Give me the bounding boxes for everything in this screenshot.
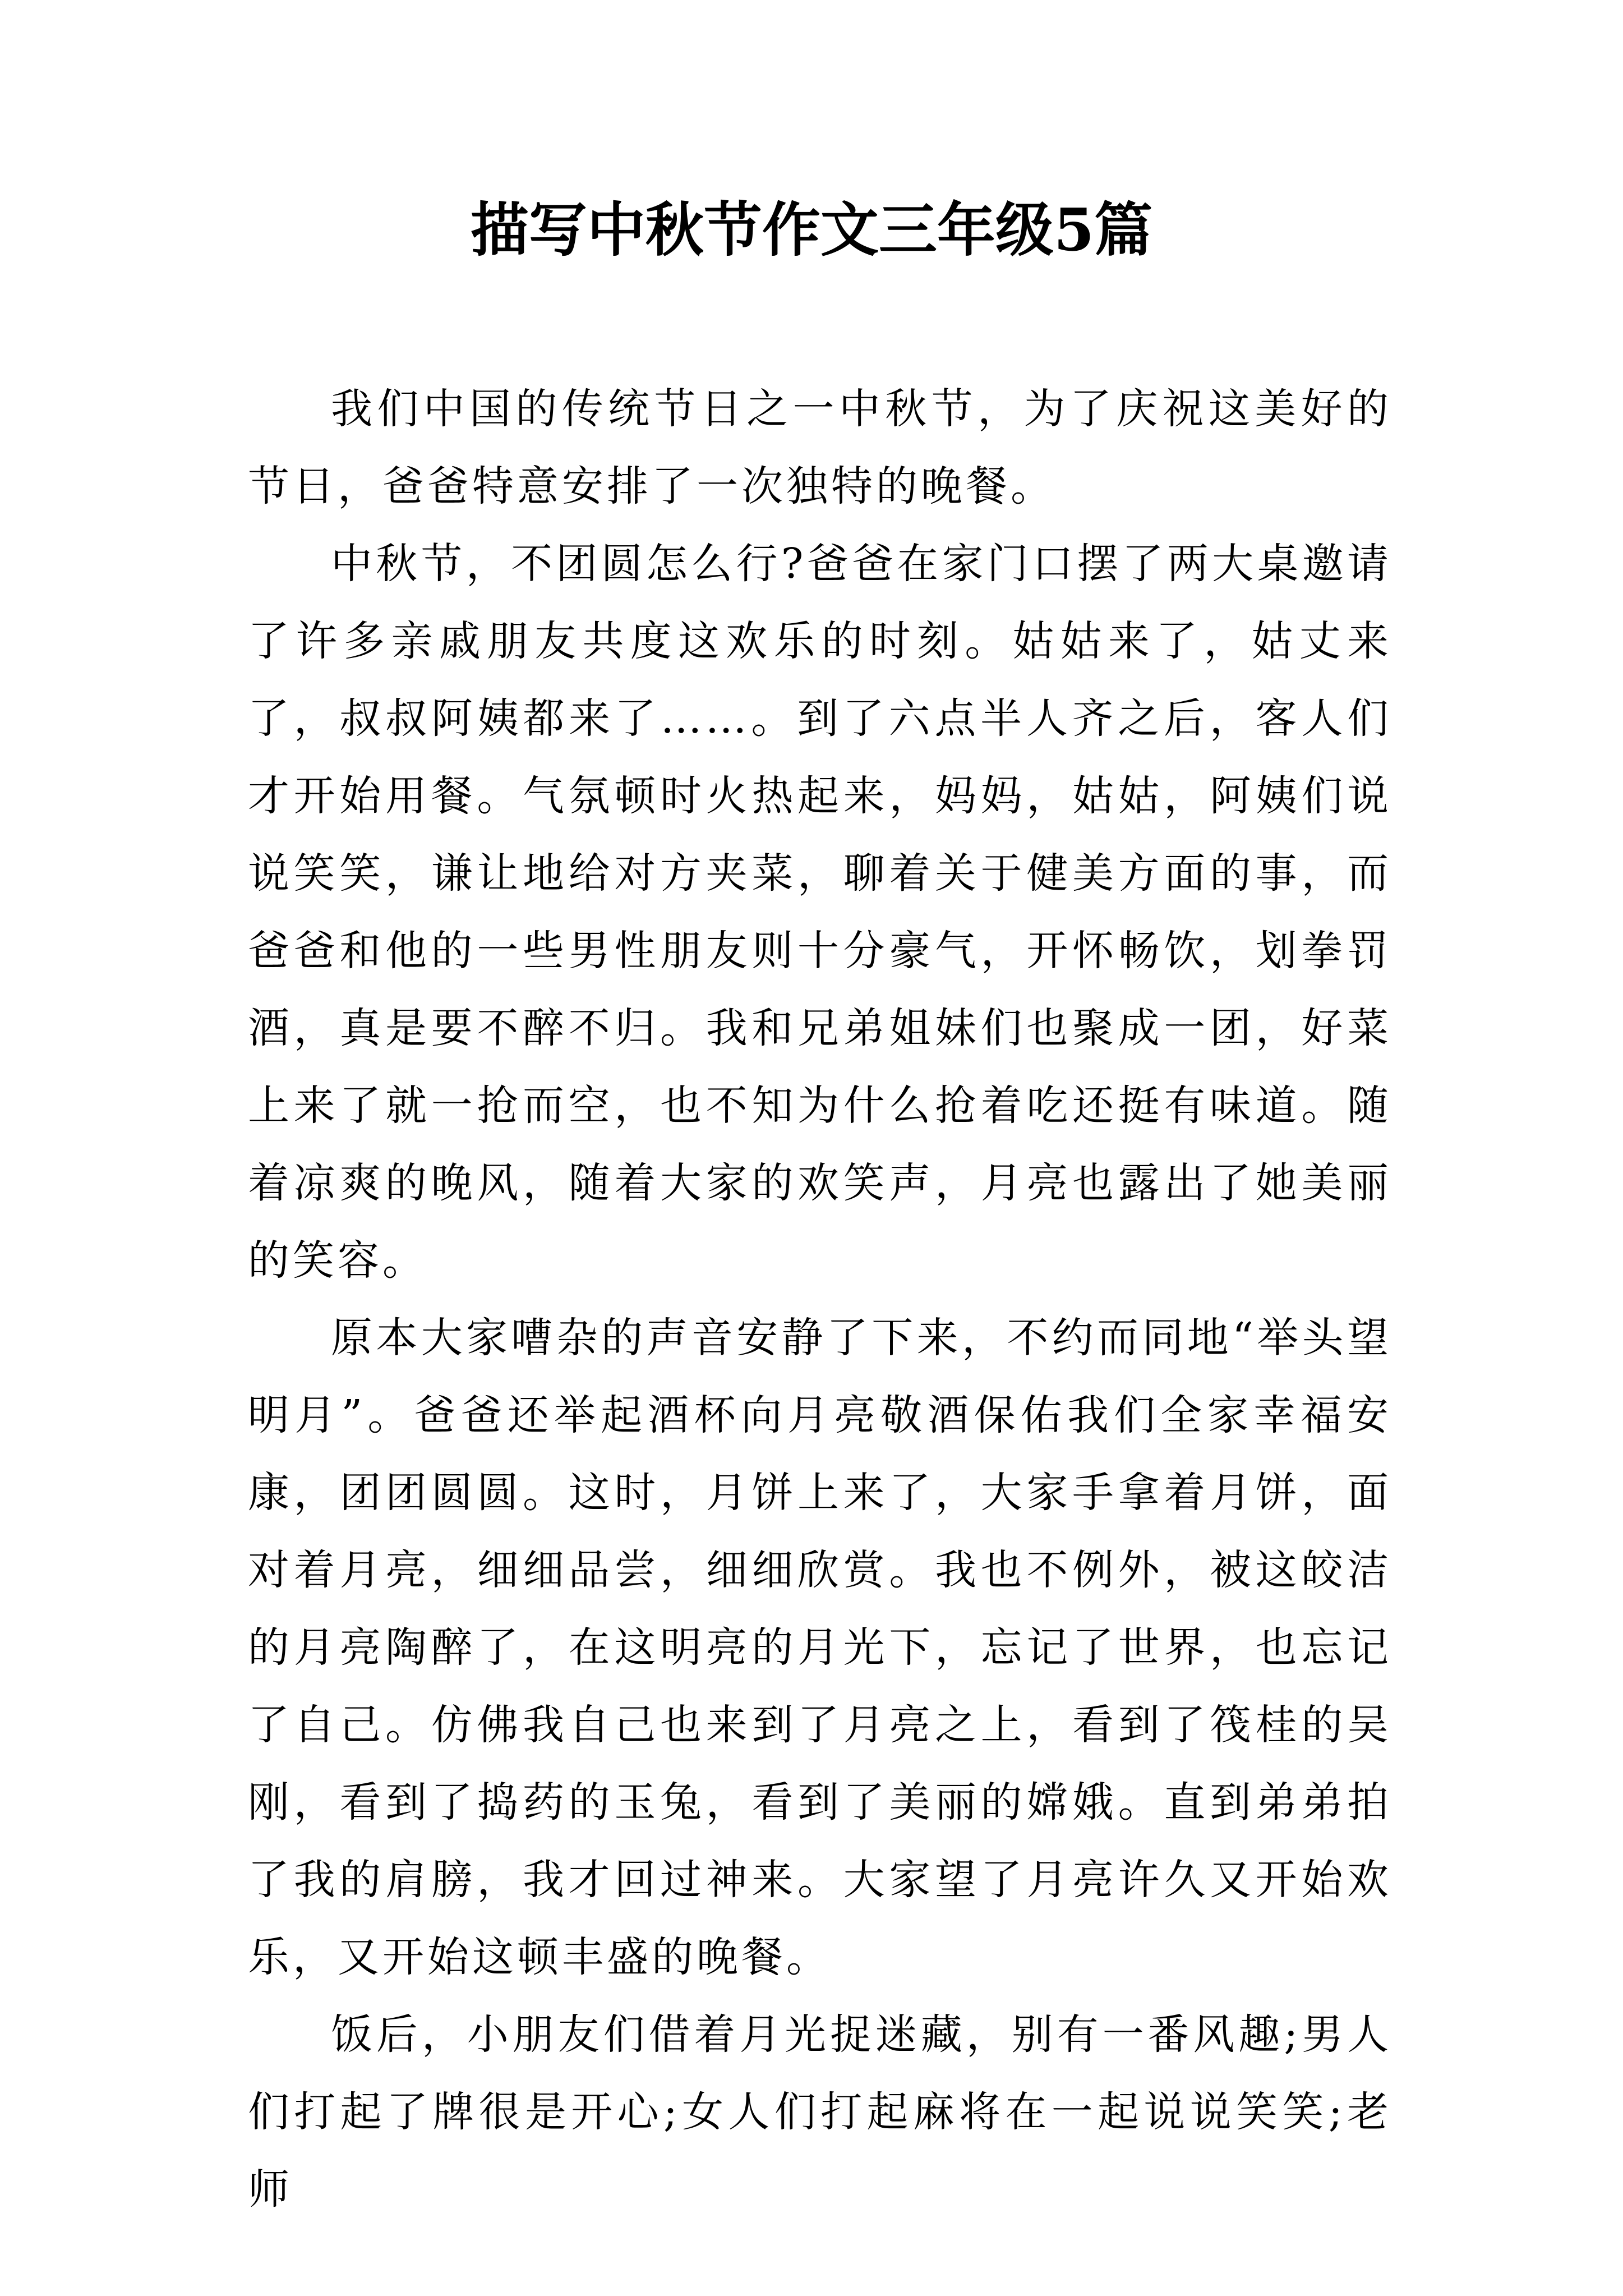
paragraph: 我们中国的传统节日之一中秋节，为了庆祝这美好的节日，爸爸特意安排了一次独特的晚餐。	[248, 385, 1392, 510]
paragraph: 中秋节，不团圆怎么行?爸爸在家门口摆了两大桌邀请了许多亲戚朋友共度这欢乐的时刻。姑姑来了，姑丈来了，叔叔阿姨都来了……。到了六点半人齐之后，客人们才开始用餐。气氛顿时火热起来，妈妈，姑姑，阿姨们说说笑笑，谦让地给对方夹菜，聊着关于健美方面的事，而爸爸和他的一些男性朋友则十分豪气，开怀畅饮，划拳罚酒，真是要不醉不归。我和兄弟姐妹们也聚成一团，好菜上来了就一抢而空，也不知为什么抢着吃还挺有味道。随着凉爽的晚风，随着大家的欢笑声，月亮也露出了她美丽的笑容。	[248, 540, 1392, 1285]
paragraph: 原本大家嘈杂的声音安静了下来，不约而同地“举头望明月”。爸爸还举起酒杯向月亮敬酒保佑我们全家幸福安康，团团圆圆。这时，月饼上来了，大家手拿着月饼，面对着月亮，细细品尝，细细欣赏。我也不例外，被这皎洁的月亮陶醉了，在这明亮的月光下，忘记了世界，也忘记了自己。仿佛我自己也来到了月亮之上，看到了筏桂的吴刚，看到了捣药的玉兔，看到了美丽的嫦娥。直到弟弟拍了我的肩膀，我才回过神来。大家望了月亮许久又开始欢乐，又开始这顿丰盛的晚餐。	[248, 1314, 1392, 1981]
document-body	[248, 370, 1392, 2228]
document-title: 描写中秋节作文三年级5篇	[470, 195, 1153, 264]
paragraph: 饭后，小朋友们借着月光捉迷藏，别有一番风趣;男人们打起了牌很是开心;女人们打起麻将在一起说说笑笑;老师	[248, 2010, 1392, 2214]
